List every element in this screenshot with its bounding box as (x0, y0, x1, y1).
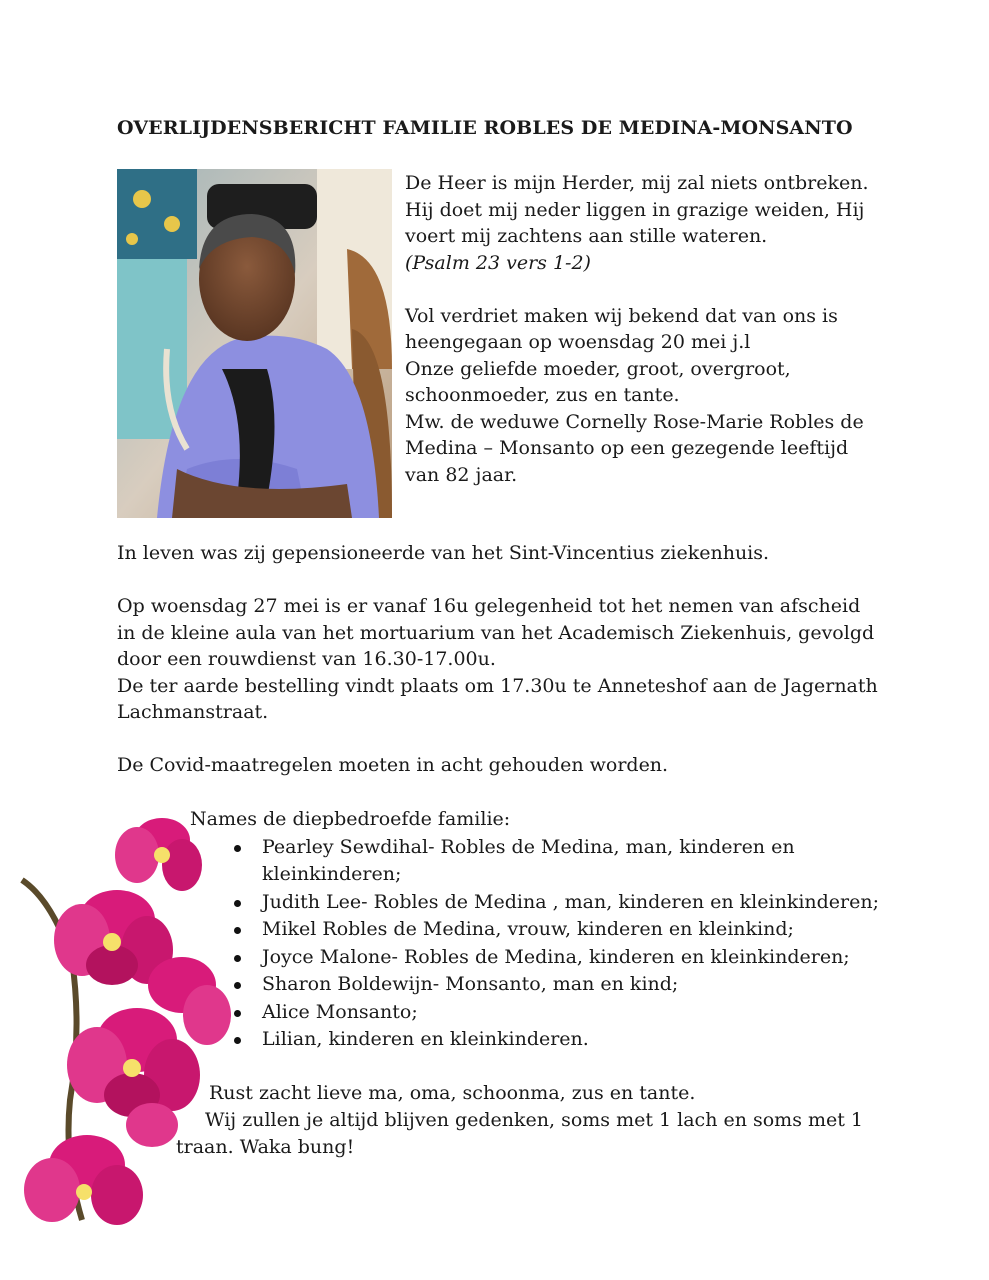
notice-title: OVERLIJDENSBERICHT FAMILIE ROBLES DE MEDINA-MONSANTO (117, 117, 853, 139)
list-item: Sharon Boldewijn- Monsanto, man en kind; (190, 971, 890, 999)
verse-line: voert mij zachtens aan stille wateren. (405, 225, 768, 247)
list-item: Alice Monsanto; (190, 999, 890, 1027)
bullet-icon (234, 927, 241, 934)
covid-line: De Covid-maatregelen moeten in acht gehouden worden. (117, 754, 669, 776)
bullet-icon (234, 845, 241, 852)
bullet-icon (234, 900, 241, 907)
service-line: De ter aarde bestelling vindt plaats om 17.30u te Anneteshof aan de Jagernath (117, 674, 878, 697)
list-item: Joyce Malone- Robles de Medina, kinderen en kleinkinderen; (190, 944, 890, 972)
bullet-icon (234, 955, 241, 962)
orchid-flower-5 (126, 1103, 178, 1147)
announcement-line: schoonmoeder, zus en tante. (405, 384, 680, 406)
closing-message (176, 1080, 876, 1161)
list-item: Judith Lee- Robles de Medina , man, kinderen en kleinkinderen; (190, 889, 890, 917)
family-list (190, 806, 890, 1054)
service-line: Lachmanstraat. (117, 701, 269, 723)
list-item: Mikel Robles de Medina, vrouw, kinderen en kleinkind; (190, 916, 890, 944)
closing-line: traan. Waka bung! (176, 1136, 355, 1158)
service-line: door een rouwdienst van 16.30-17.00u. (117, 648, 496, 670)
closing-line: Rust zacht lieve ma, oma, schoonma, zus en tante. (209, 1082, 696, 1104)
announcement-line: Mw. de weduwe Cornelly Rose-Marie Robles de (405, 410, 864, 433)
life-line: In leven was zij gepensioneerde van het Sint-Vincentius ziekenhuis. (117, 542, 770, 564)
family-members (190, 834, 890, 1054)
announcement-line: Medina – Monsanto op een gezegende leeftijd (405, 437, 849, 459)
closing-line: Wij zullen je altijd blijven gedenken, soms met 1 lach en soms met 1 (205, 1109, 864, 1131)
family-intro: Names de diepbedroefde familie: (190, 808, 511, 830)
list-item: Pearley Sewdihal- Robles de Medina, man, kinderen en kleinkinderen; (190, 834, 890, 889)
announcement-line: Onze geliefde moeder, groot, overgroot, (405, 357, 791, 380)
announcement-line: Vol verdriet maken wij bekend dat van ons is (405, 304, 838, 327)
orchid-flower-6 (24, 1135, 143, 1225)
verse-line: Hij doet mij neder liggen in grazige weiden, Hij (405, 198, 865, 221)
bullet-icon (234, 982, 241, 989)
bullet-icon (234, 1010, 241, 1017)
psalm-reference: (Psalm 23 vers 1-2) (405, 251, 591, 274)
service-line: Op woensdag 27 mei is er vanaf 16u gelegenheid tot het nemen van afscheid (117, 595, 861, 617)
verse-and-announcement (405, 170, 885, 488)
list-item: Lilian, kinderen en kleinkinderen. (190, 1026, 890, 1054)
verse-line: De Heer is mijn Herder, mij zal niets ontbreken. (405, 172, 869, 194)
service-details (117, 540, 887, 779)
announcement-line: van 82 jaar. (405, 463, 518, 486)
bullet-icon (234, 1037, 241, 1044)
service-line: in de kleine aula van het mortuarium van het Academisch Ziekenhuis, gevolgd (117, 621, 875, 644)
portrait-photo (117, 169, 392, 518)
announcement-line: heengegaan op woensdag 20 mei j.l (405, 331, 751, 353)
orchid-flower-1 (115, 818, 202, 891)
